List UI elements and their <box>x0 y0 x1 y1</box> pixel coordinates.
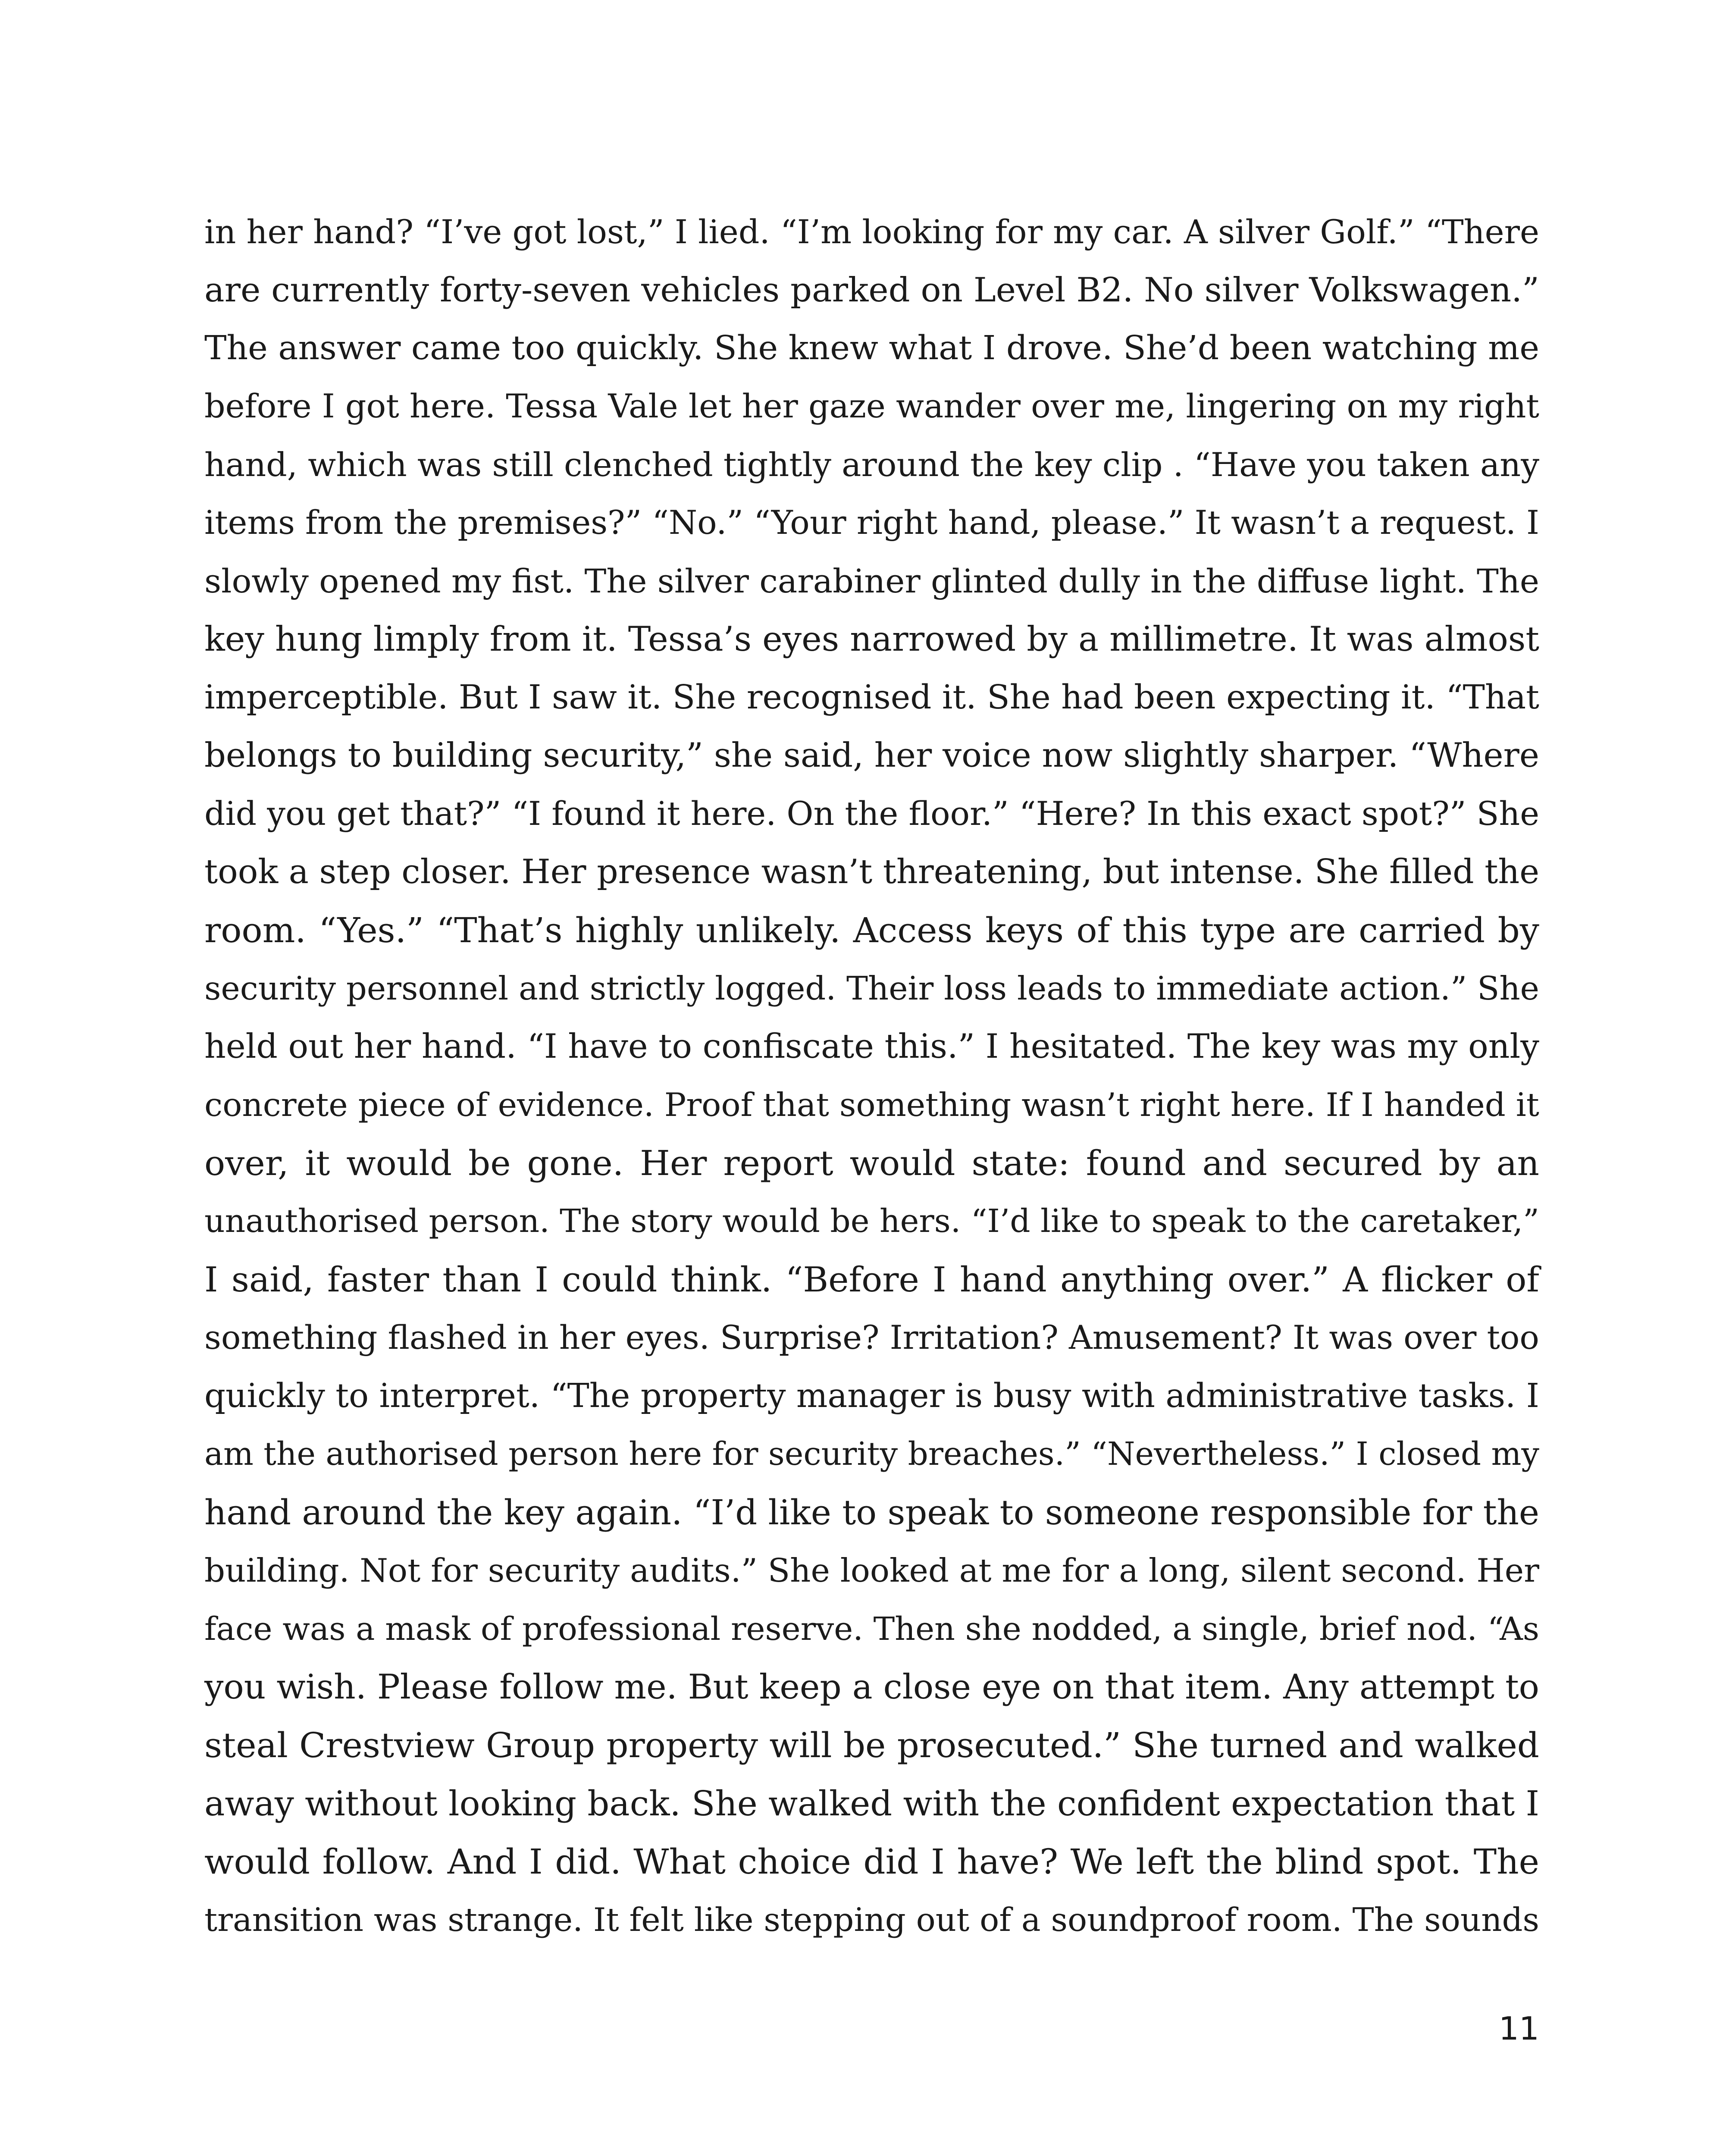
text-line: am the authorised person here for security breaches.” “Nevertheless.” I closed my <box>204 1436 1539 1473</box>
text-line: imperceptible. But I saw it. She recognised it. She had been expecting it. “That <box>204 678 1539 717</box>
text-line: concrete piece of evidence. Proof that something wasn’t right here. If I handed it <box>204 1086 1539 1124</box>
text-line: building. Not for security audits.” She looked at me for a long, silent second. Her <box>204 1551 1539 1589</box>
text-line: quickly to interpret. “The property manager is busy with administrative tasks. I <box>204 1377 1539 1415</box>
text-line: room. “Yes.” “That’s highly unlikely. Access keys of this type are carried by <box>204 910 1539 950</box>
text-line: items from the premises?” “No.” “Your right hand, please.” It wasn’t a request. I <box>204 504 1539 542</box>
text-line: something flashed in her eyes. Surprise? Irritation? Amusement? It was over too <box>204 1319 1539 1357</box>
text-line: hand, which was still clenched tightly around the key clip . “Have you taken any <box>204 445 1540 484</box>
text-line: key hung limply from it. Tessa’s eyes narrowed by a millimetre. It was almost <box>204 619 1539 659</box>
text-line: over, it would be gone. Her report would state: found and secured by an <box>204 1143 1539 1183</box>
text-line: would follow. And I did. What choice did I have? We left the blind spot. The <box>204 1842 1539 1882</box>
text-line: away without looking back. She walked with the confident expectation that I <box>204 1783 1539 1824</box>
text-line: slowly opened my fist. The silver carabiner glinted dully in the diffuse light. The <box>204 562 1539 600</box>
text-line: face was a mask of professional reserve. Then she nodded, a single, brief nod. “As <box>204 1610 1539 1648</box>
page-number: 11 <box>1498 2010 1539 2047</box>
text-line: security personnel and strictly logged. Their loss leads to immediate action.” She <box>204 969 1539 1007</box>
text-line: did you get that?” “I found it here. On the floor.” “Here? In this exact spot?” She <box>204 795 1539 833</box>
body-text <box>204 203 1539 1949</box>
text-line: you wish. Please follow me. But keep a close eye on that item. Any attempt to <box>204 1667 1539 1707</box>
text-line: I said, faster than I could think. “Before I hand anything over.” A flicker of <box>204 1260 1539 1300</box>
text-line: transition was strange. It felt like stepping out of a soundproof room. The sounds <box>204 1901 1539 1939</box>
text-line: steal Crestview Group property will be prosecuted.” She turned and walked <box>204 1725 1539 1765</box>
text-line: held out her hand. “I have to confiscate this.” I hesitated. The key was my only <box>204 1027 1539 1066</box>
text-line: are currently forty-seven vehicles parked on Level B2. No silver Volkswagen.” <box>204 270 1539 310</box>
text-line: The answer came too quickly. She knew what I drove. She’d been watching me <box>204 329 1539 367</box>
text-line: belongs to building security,” she said, her voice now slightly sharper. “Where <box>204 736 1539 775</box>
text-line: hand around the key again. “I’d like to speak to someone responsible for the <box>204 1492 1540 1532</box>
text-line: took a step closer. Her presence wasn’t threatening, but intense. She filled the <box>204 852 1539 891</box>
text-line: in her hand? “I’ve got lost,” I lied. “I’m looking for my car. A silver Golf.” “There <box>204 213 1539 251</box>
text-line: unauthorised person. The story would be hers. “I’d like to speak to the caretaker,” <box>204 1203 1539 1240</box>
text-line: before I got here. Tessa Vale let her gaze wander over me, lingering on my right <box>204 387 1539 425</box>
